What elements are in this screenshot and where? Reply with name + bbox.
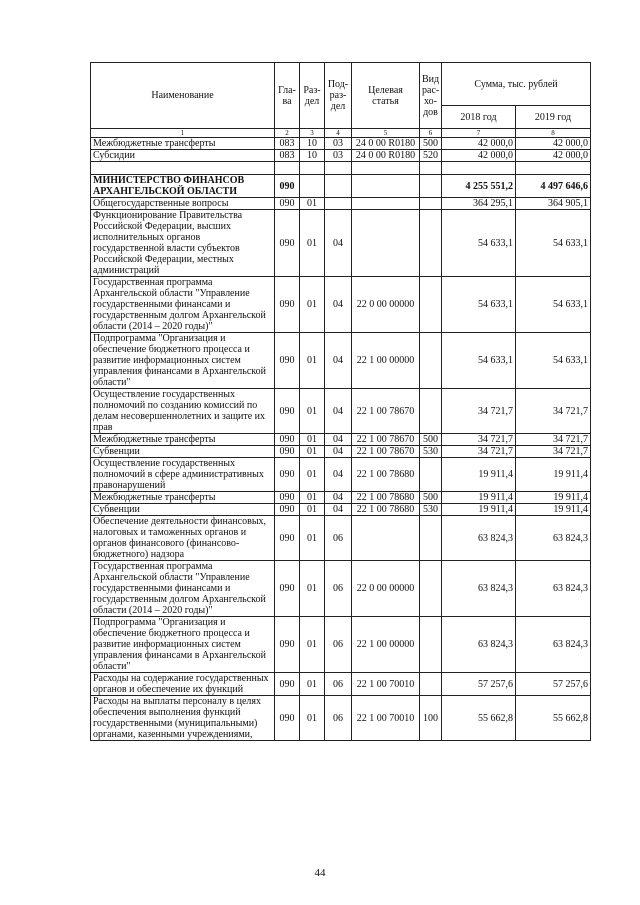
cell-razdel: 01 <box>300 198 325 210</box>
cell-2018: 34 721,7 <box>442 389 516 434</box>
cell-glava: 090 <box>275 434 300 446</box>
header-2018: 2018 год <box>442 106 516 129</box>
header-summa: Сумма, тыс. рублей <box>442 63 591 106</box>
cell-glava: 090 <box>275 175 300 198</box>
header-razdel-text: Раз- дел <box>303 84 321 107</box>
column-number: 3 <box>300 129 325 138</box>
cell-razdel: 01 <box>300 389 325 434</box>
cell-glava: 090 <box>275 492 300 504</box>
separator-row <box>91 162 591 175</box>
cell-podrazdel: 04 <box>325 434 352 446</box>
table-header <box>91 63 591 138</box>
cell-vid <box>420 673 442 696</box>
table-row <box>91 138 591 150</box>
cell-vid <box>420 210 442 277</box>
cell-vid <box>420 333 442 389</box>
table-row <box>91 673 591 696</box>
cell-vid: 530 <box>420 504 442 516</box>
cell-name: Субсидии <box>91 150 275 162</box>
header-vid-text: Вид рас- хо- дов <box>422 73 440 118</box>
cell-razdel <box>300 175 325 198</box>
cell-2019: 54 633,1 <box>516 277 591 333</box>
cell-podrazdel: 04 <box>325 210 352 277</box>
cell-statya: 22 0 00 00000 <box>352 277 420 333</box>
table-row <box>91 446 591 458</box>
cell-glava: 090 <box>275 446 300 458</box>
cell-vid <box>420 561 442 617</box>
cell-name: Подпрограмма "Организация и обеспечение бюджетного процесса и развитие информационных систем управления финансами в Архангельской области" <box>91 333 275 389</box>
cell-glava: 083 <box>275 150 300 162</box>
header-2019: 2019 год <box>516 106 591 129</box>
cell-2018: 55 662,8 <box>442 696 516 741</box>
cell-2019: 54 633,1 <box>516 210 591 277</box>
cell-razdel: 01 <box>300 617 325 673</box>
cell-razdel: 10 <box>300 150 325 162</box>
cell-2019: 63 824,3 <box>516 561 591 617</box>
cell-2018: 19 911,4 <box>442 458 516 492</box>
cell-podrazdel: 04 <box>325 504 352 516</box>
cell-glava: 090 <box>275 617 300 673</box>
cell-statya: 22 0 00 00000 <box>352 561 420 617</box>
cell-name: Межбюджетные трансферты <box>91 492 275 504</box>
cell-2019: 57 257,6 <box>516 673 591 696</box>
cell-vid <box>420 458 442 492</box>
table-row <box>91 561 591 617</box>
cell-2018: 19 911,4 <box>442 504 516 516</box>
cell-2019: 34 721,7 <box>516 434 591 446</box>
cell-2018: 42 000,0 <box>442 138 516 150</box>
cell-2019: 63 824,3 <box>516 516 591 561</box>
cell-podrazdel: 04 <box>325 458 352 492</box>
cell-name: Расходы на выплаты персоналу в целях обеспечения выполнения функций государственными (муниципальными) органами, казенными учреждениями, <box>91 696 275 741</box>
cell-2019: 4 497 646,6 <box>516 175 591 198</box>
cell-podrazdel: 04 <box>325 389 352 434</box>
cell-name: Осуществление государственных полномочий в сфере административных правонарушений <box>91 458 275 492</box>
cell-statya: 22 1 00 78680 <box>352 504 420 516</box>
table-row <box>91 696 591 741</box>
cell-vid: 100 <box>420 696 442 741</box>
cell-2018: 63 824,3 <box>442 516 516 561</box>
cell-2018: 364 295,1 <box>442 198 516 210</box>
cell-razdel: 01 <box>300 333 325 389</box>
header-glava <box>275 63 300 129</box>
cell-statya: 22 1 00 70010 <box>352 673 420 696</box>
cell-vid: 530 <box>420 446 442 458</box>
cell-2019: 19 911,4 <box>516 492 591 504</box>
table-row <box>91 175 591 198</box>
cell-statya: 22 1 00 00000 <box>352 333 420 389</box>
cell-2018: 34 721,7 <box>442 446 516 458</box>
cell-podrazdel: 04 <box>325 492 352 504</box>
cell-name: Субвенции <box>91 504 275 516</box>
table-row <box>91 389 591 434</box>
cell-razdel: 10 <box>300 138 325 150</box>
cell-razdel: 01 <box>300 210 325 277</box>
header-glava-text: Гла- ва <box>278 84 296 107</box>
cell-razdel: 01 <box>300 673 325 696</box>
cell-vid: 500 <box>420 492 442 504</box>
column-number: 8 <box>516 129 591 138</box>
budget-table <box>90 62 591 741</box>
cell-vid: 500 <box>420 434 442 446</box>
header-statya-text: Целевая статья <box>368 84 403 107</box>
cell-2018: 54 633,1 <box>442 277 516 333</box>
cell-statya: 22 1 00 78670 <box>352 446 420 458</box>
cell-2019: 42 000,0 <box>516 138 591 150</box>
cell-razdel: 01 <box>300 561 325 617</box>
table-row <box>91 458 591 492</box>
column-number: 1 <box>91 129 275 138</box>
cell-name: Межбюджетные трансферты <box>91 434 275 446</box>
header-name: Наименование <box>91 63 275 129</box>
cell-statya: 24 0 00 R0180 <box>352 138 420 150</box>
cell-razdel: 01 <box>300 516 325 561</box>
cell-razdel: 01 <box>300 458 325 492</box>
cell-razdel: 01 <box>300 504 325 516</box>
cell-2019: 55 662,8 <box>516 696 591 741</box>
table-row <box>91 210 591 277</box>
cell-podrazdel: 06 <box>325 696 352 741</box>
table-row <box>91 617 591 673</box>
cell-razdel: 01 <box>300 446 325 458</box>
column-number: 6 <box>420 129 442 138</box>
cell-razdel: 01 <box>300 492 325 504</box>
cell-razdel: 01 <box>300 434 325 446</box>
cell-name: Функционирование Правительства Российской Федерации, высших исполнительных органов государственной власти субъектов Российской Федерации, местных администраций <box>91 210 275 277</box>
table-row <box>91 333 591 389</box>
cell-2018: 4 255 551,2 <box>442 175 516 198</box>
cell-2019: 364 905,1 <box>516 198 591 210</box>
cell-podrazdel: 06 <box>325 673 352 696</box>
table-row <box>91 150 591 162</box>
cell-vid: 500 <box>420 138 442 150</box>
column-number: 5 <box>352 129 420 138</box>
header-podrazdel <box>325 63 352 129</box>
cell-name: МИНИСТЕРСТВО ФИНАНСОВ АРХАНГЕЛЬСКОЙ ОБЛАСТИ <box>91 175 275 198</box>
cell-2018: 34 721,7 <box>442 434 516 446</box>
cell-podrazdel: 04 <box>325 333 352 389</box>
cell-vid <box>420 277 442 333</box>
cell-2019: 19 911,4 <box>516 504 591 516</box>
cell-2018: 42 000,0 <box>442 150 516 162</box>
cell-2018: 54 633,1 <box>442 333 516 389</box>
cell-2018: 63 824,3 <box>442 617 516 673</box>
page-number: 44 <box>314 867 326 879</box>
cell-podrazdel <box>325 198 352 210</box>
cell-glava: 090 <box>275 389 300 434</box>
cell-vid: 520 <box>420 150 442 162</box>
table-row <box>91 434 591 446</box>
cell-name: Расходы на содержание государственных органов и обеспечение их функций <box>91 673 275 696</box>
cell-2018: 54 633,1 <box>442 210 516 277</box>
cell-vid <box>420 617 442 673</box>
cell-2019: 19 911,4 <box>516 458 591 492</box>
cell-name: Осуществление государственных полномочий по созданию комиссий по делам несовершеннолетних и защите их прав <box>91 389 275 434</box>
header-razdel <box>300 63 325 129</box>
cell-name: Субвенции <box>91 446 275 458</box>
cell-statya: 22 1 00 70010 <box>352 696 420 741</box>
cell-glava: 090 <box>275 458 300 492</box>
cell-podrazdel: 04 <box>325 446 352 458</box>
cell-glava: 090 <box>275 516 300 561</box>
cell-statya <box>352 198 420 210</box>
cell-2019: 63 824,3 <box>516 617 591 673</box>
cell-vid <box>420 198 442 210</box>
header-podrazdel-text: Под- раз- дел <box>327 79 349 112</box>
cell-glava: 090 <box>275 696 300 741</box>
cell-razdel: 01 <box>300 277 325 333</box>
cell-statya: 22 1 00 78680 <box>352 458 420 492</box>
cell-glava: 083 <box>275 138 300 150</box>
table-gap <box>91 162 591 175</box>
cell-podrazdel: 06 <box>325 617 352 673</box>
cell-vid <box>420 175 442 198</box>
cell-statya: 22 1 00 78670 <box>352 389 420 434</box>
cell-podrazdel: 03 <box>325 150 352 162</box>
cell-glava: 090 <box>275 673 300 696</box>
cell-statya: 22 1 00 78670 <box>352 434 420 446</box>
table-body-main <box>91 175 591 741</box>
cell-glava: 090 <box>275 504 300 516</box>
header-vid <box>420 63 442 129</box>
header-statya <box>352 63 420 129</box>
cell-glava: 090 <box>275 561 300 617</box>
cell-podrazdel: 03 <box>325 138 352 150</box>
cell-glava: 090 <box>275 198 300 210</box>
cell-statya: 22 1 00 00000 <box>352 617 420 673</box>
column-number-row <box>91 129 591 138</box>
cell-name: Подпрограмма "Организация и обеспечение бюджетного процесса и развитие информационных систем управления финансами в Архангельской области" <box>91 617 275 673</box>
cell-name: Межбюджетные трансферты <box>91 138 275 150</box>
cell-glava: 090 <box>275 277 300 333</box>
cell-2018: 63 824,3 <box>442 561 516 617</box>
table-body-top <box>91 138 591 162</box>
cell-2019: 34 721,7 <box>516 389 591 434</box>
cell-statya <box>352 516 420 561</box>
cell-2019: 42 000,0 <box>516 150 591 162</box>
cell-podrazdel: 04 <box>325 277 352 333</box>
cell-statya: 22 1 00 78680 <box>352 492 420 504</box>
cell-2019: 54 633,1 <box>516 333 591 389</box>
cell-name: Обеспечение деятельности финансовых, налоговых и таможенных органов и органов финансового (финансово-бюджетного) надзора <box>91 516 275 561</box>
column-number: 2 <box>275 129 300 138</box>
cell-statya <box>352 175 420 198</box>
cell-name: Государственная программа Архангельской области "Управление государственными финансами и государственным долгом Архангельской области (2014 – 2020 годы)" <box>91 277 275 333</box>
cell-podrazdel: 06 <box>325 561 352 617</box>
cell-statya <box>352 210 420 277</box>
table-row <box>91 504 591 516</box>
cell-2018: 57 257,6 <box>442 673 516 696</box>
cell-glava: 090 <box>275 333 300 389</box>
cell-vid <box>420 516 442 561</box>
column-number: 4 <box>325 129 352 138</box>
cell-statya: 24 0 00 R0180 <box>352 150 420 162</box>
table-row <box>91 516 591 561</box>
cell-vid <box>420 389 442 434</box>
cell-name: Общегосударственные вопросы <box>91 198 275 210</box>
cell-2018: 19 911,4 <box>442 492 516 504</box>
cell-podrazdel: 06 <box>325 516 352 561</box>
cell-glava: 090 <box>275 210 300 277</box>
cell-2019: 34 721,7 <box>516 446 591 458</box>
cell-name: Государственная программа Архангельской области "Управление государственными финансами и государственным долгом Архангельской области (2014 – 2020 годы)" <box>91 561 275 617</box>
table-row <box>91 492 591 504</box>
cell-razdel: 01 <box>300 696 325 741</box>
column-number: 7 <box>442 129 516 138</box>
cell-podrazdel <box>325 175 352 198</box>
table-row <box>91 198 591 210</box>
table-row <box>91 277 591 333</box>
